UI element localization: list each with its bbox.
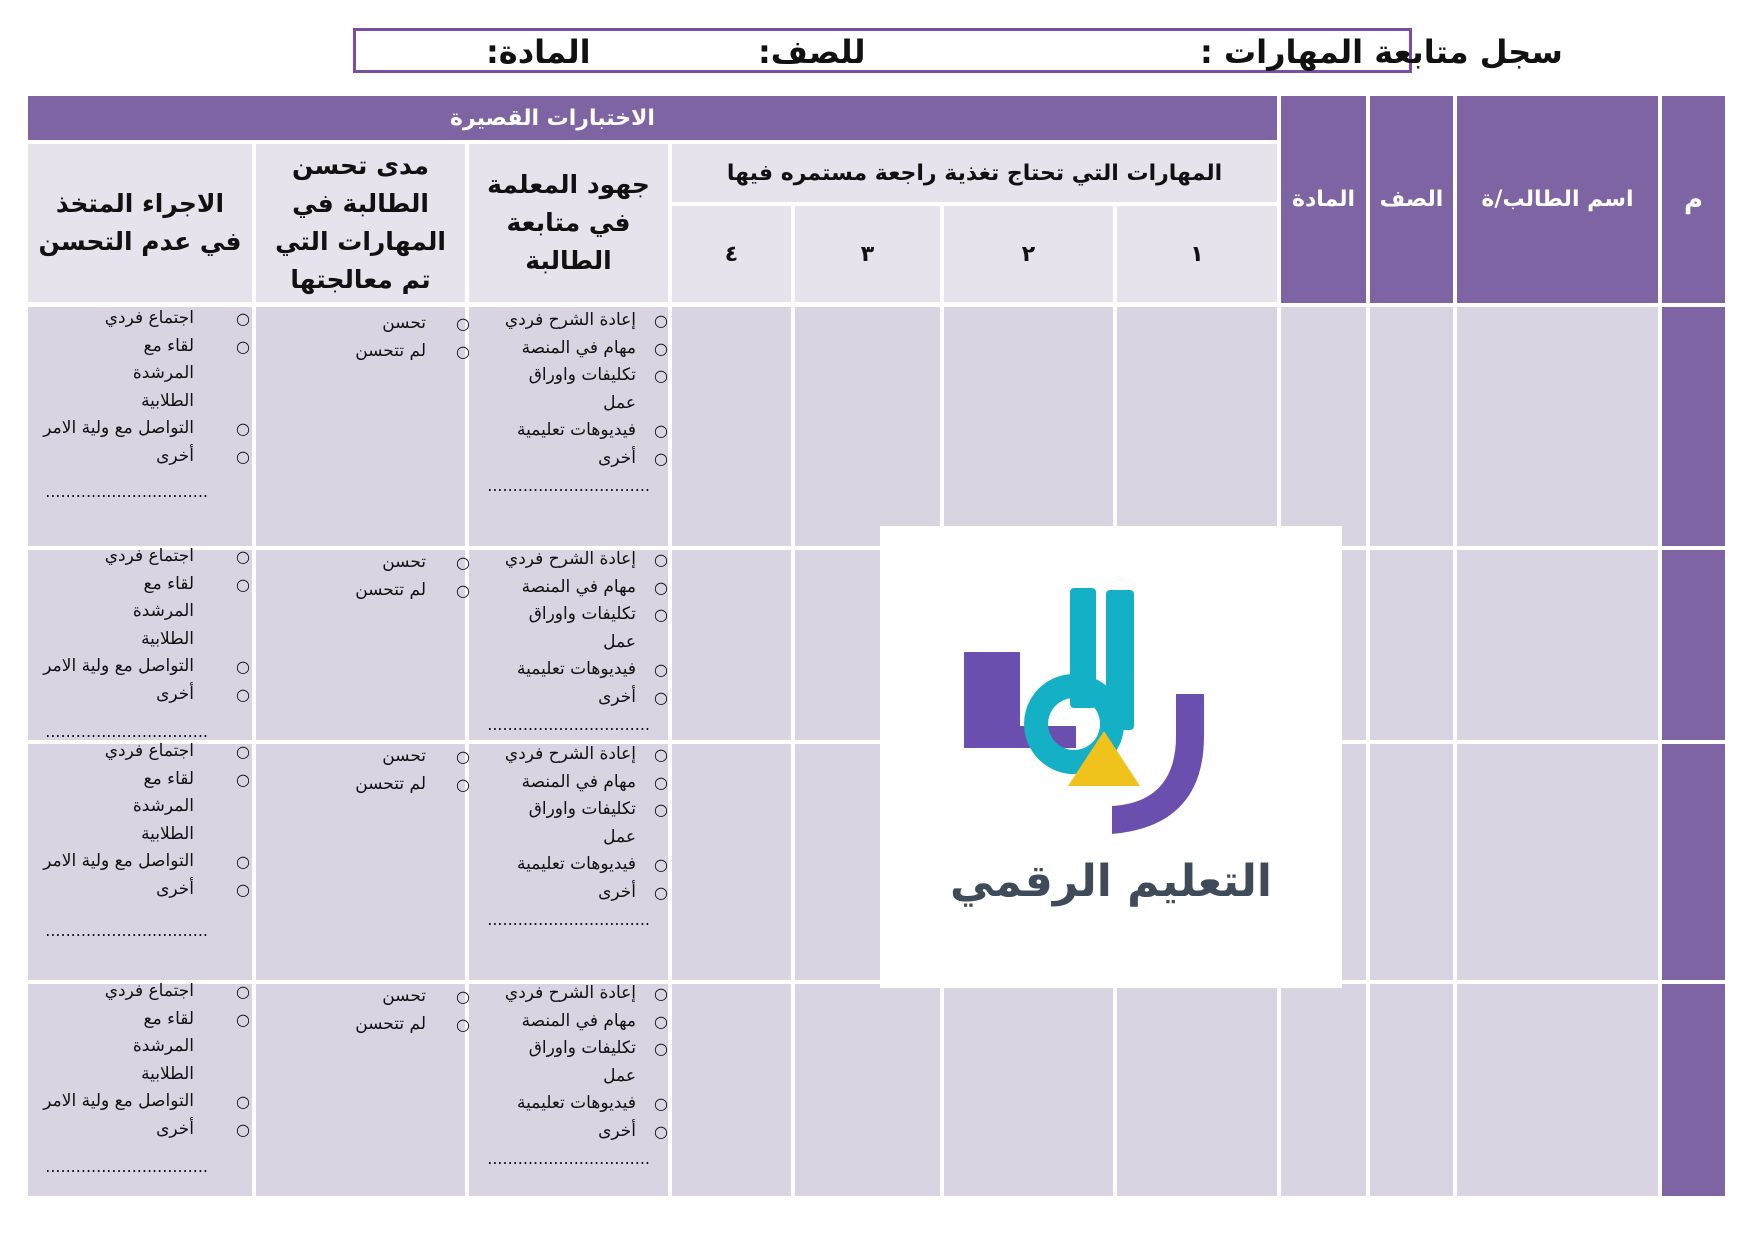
row-3-class[interactable] [1370, 744, 1453, 980]
option-item[interactable]: ○ أخرى [478, 445, 668, 473]
option-item[interactable]: ○ التواصل مع ولية الامر [36, 653, 250, 681]
row-2-index [1662, 550, 1725, 740]
option-item[interactable]: ○ لقاء مع المرشدة الطلابية [36, 571, 250, 654]
option-item[interactable]: ○ إعادة الشرح فردي [478, 980, 668, 1008]
row-4-name[interactable] [1457, 984, 1658, 1196]
radio-ring-icon[interactable]: ○ [236, 547, 250, 566]
header-subject: المادة [1281, 96, 1366, 303]
row-2-name[interactable] [1457, 550, 1658, 740]
logo-tagline: التعليم الرقمي [950, 856, 1272, 907]
option-item[interactable]: ○ مهام في المنصة [478, 769, 668, 797]
option-item[interactable]: ○ تكليفات واوراق عمل [478, 1035, 668, 1090]
radio-ring-icon[interactable]: ○ [654, 772, 668, 792]
rawad-logo [880, 526, 1342, 988]
dotted-line[interactable]: ................................ [487, 476, 650, 495]
radio-ring-icon[interactable]: ○ [654, 338, 668, 358]
option-item[interactable]: ○ التواصل مع ولية الامر [36, 848, 250, 876]
radio-ring-icon[interactable]: ○ [654, 687, 668, 707]
header-action: الاجراء المتخذ في عدم التحسن [28, 144, 252, 302]
dotted-line[interactable]: ................................ [487, 715, 650, 734]
radio-ring-icon[interactable]: ○ [236, 684, 250, 704]
skill-number-4: ٤ [672, 206, 791, 302]
radio-ring-icon[interactable]: ○ [654, 984, 668, 1003]
radio-ring-icon[interactable]: ○ [654, 550, 668, 569]
option-item[interactable]: ○ إعادة الشرح فردي [478, 307, 668, 335]
option-item[interactable]: ○ إعادة الشرح فردي [478, 546, 668, 574]
radio-ring-icon[interactable]: ○ [236, 657, 250, 676]
radio-ring-icon[interactable]: ○ [654, 800, 668, 819]
radio-ring-icon[interactable]: ○ [236, 879, 250, 899]
dotted-line[interactable]: ................................ [45, 722, 208, 741]
row-1-index [1662, 307, 1725, 546]
dotted-line[interactable]: ................................ [45, 921, 208, 940]
radio-ring-icon[interactable]: ○ [654, 448, 668, 468]
option-item[interactable]: ○ تحسن [300, 743, 470, 771]
header-class: الصف [1370, 96, 1453, 303]
skill-number-3: ٣ [795, 206, 940, 302]
option-item[interactable]: ○ أخرى [36, 681, 250, 709]
row-2-efforts-options [478, 546, 668, 739]
option-item[interactable]: ○ مهام في المنصة [478, 335, 668, 363]
radio-ring-icon[interactable]: ○ [236, 574, 250, 594]
row-1-action-options [36, 305, 250, 506]
row-1-name[interactable] [1457, 307, 1658, 546]
option-item[interactable]: ○ أخرى [478, 1118, 668, 1146]
radio-ring-icon[interactable]: ○ [456, 987, 470, 1006]
radio-ring-icon[interactable]: ○ [654, 882, 668, 902]
radio-ring-icon[interactable]: ○ [654, 421, 668, 440]
record-title: سجل متابعة المهارات : [1200, 33, 1563, 71]
option-item[interactable]: ○ لم تتحسن [300, 338, 470, 366]
row-1-skill-1[interactable] [1117, 307, 1277, 546]
option-item[interactable]: ○ التواصل مع ولية الامر [36, 415, 250, 443]
row-3-efforts-options [478, 741, 668, 934]
radio-ring-icon[interactable]: ○ [654, 660, 668, 679]
row-4-skill-4[interactable] [672, 984, 791, 1196]
row-4-improvement-options [300, 983, 470, 1038]
option-item[interactable]: ○ اجتماع فردي [36, 738, 250, 766]
row-1-improvement-options [300, 310, 470, 365]
radio-ring-icon[interactable]: ○ [654, 745, 668, 764]
option-item[interactable]: ○ لم تتحسن [300, 771, 470, 799]
option-item[interactable]: ○ أخرى [478, 879, 668, 907]
dotted-line[interactable]: ................................ [487, 1149, 650, 1168]
row-3-name[interactable] [1457, 744, 1658, 980]
radio-ring-icon[interactable]: ○ [654, 605, 668, 624]
radio-ring-icon[interactable]: ○ [456, 774, 470, 794]
row-2-skill-4[interactable] [672, 550, 791, 740]
row-3-index [1662, 744, 1725, 980]
option-item[interactable]: ○ فيديوهات تعليمية [478, 1090, 668, 1118]
radio-ring-icon[interactable]: ○ [236, 446, 250, 466]
radio-ring-icon[interactable]: ○ [236, 1009, 250, 1029]
radio-ring-icon[interactable]: ○ [654, 1121, 668, 1141]
radio-ring-icon[interactable]: ○ [654, 855, 668, 874]
option-item[interactable]: ○ فيديوهات تعليمية [478, 656, 668, 684]
option-item[interactable]: ○ أخرى [36, 876, 250, 904]
option-item[interactable]: ○ لقاء مع المرشدة الطلابية [36, 766, 250, 849]
option-item[interactable]: ○ فيديوهات تعليمية [478, 417, 668, 445]
option-item[interactable]: ○ أخرى [36, 1116, 250, 1144]
row-1-efforts-options [478, 307, 668, 500]
row-1-skill-2[interactable] [944, 307, 1113, 546]
row-4-action-options [36, 978, 250, 1181]
option-item[interactable]: ○ أخرى [36, 443, 250, 471]
radio-ring-icon[interactable]: ○ [456, 553, 470, 572]
row-4-skill-2[interactable] [944, 984, 1113, 1196]
option-item[interactable]: ○ أخرى [478, 684, 668, 712]
option-item[interactable]: ○ لم تتحسن [300, 1011, 470, 1039]
option-item[interactable]: ○ اجتماع فردي [36, 978, 250, 1006]
header-improvement: مدى تحسن الطالبة في المهارات التي تم معالجتها [256, 144, 465, 302]
header-student-name: اسم الطالب/ة [1457, 96, 1658, 303]
row-4-efforts-options [478, 980, 668, 1173]
row-3-action-options [36, 738, 250, 945]
header-quizzes: الاختبارات القصيرة [28, 96, 1277, 140]
row-4-skill-3[interactable] [795, 984, 940, 1196]
skill-number-2: ٢ [944, 206, 1113, 302]
row-1-subject[interactable] [1281, 307, 1366, 546]
row-2-improvement-options [300, 549, 470, 604]
row-1-skill-3[interactable] [795, 307, 940, 546]
radio-ring-icon[interactable]: ○ [236, 982, 250, 1001]
radio-ring-icon[interactable]: ○ [654, 1011, 668, 1031]
radio-ring-icon[interactable]: ○ [236, 742, 250, 761]
dotted-line[interactable]: ................................ [45, 482, 208, 501]
rawad-logo-mark-icon [880, 526, 1342, 988]
radio-ring-icon[interactable]: ○ [236, 769, 250, 789]
option-item[interactable]: ○ تكليفات واوراق عمل [478, 601, 668, 656]
option-item[interactable]: ○ اجتماع فردي [36, 305, 250, 333]
row-3-improvement-options [300, 743, 470, 798]
radio-ring-icon[interactable]: ○ [456, 747, 470, 766]
option-item[interactable]: ○ مهام في المنصة [478, 1008, 668, 1036]
header-teacher-efforts: جهود المعلمة في متابعة الطالبة [469, 144, 668, 302]
radio-ring-icon[interactable]: ○ [236, 1092, 250, 1111]
radio-ring-icon[interactable]: ○ [654, 311, 668, 330]
row-4-index [1662, 984, 1725, 1196]
radio-ring-icon[interactable]: ○ [236, 1119, 250, 1139]
class-label: للصف: [758, 33, 866, 71]
radio-ring-icon[interactable]: ○ [654, 1039, 668, 1058]
option-item[interactable]: ○ إعادة الشرح فردي [478, 741, 668, 769]
row-1-class[interactable] [1370, 307, 1453, 546]
option-item[interactable]: ○ اجتماع فردي [36, 543, 250, 571]
option-item[interactable]: ○ تحسن [300, 549, 470, 577]
row-2-class[interactable] [1370, 550, 1453, 740]
radio-ring-icon[interactable]: ○ [456, 341, 470, 361]
option-item[interactable]: ○ لقاء مع المرشدة الطلابية [36, 333, 250, 416]
row-3-skill-4[interactable] [672, 744, 791, 980]
dotted-line[interactable]: ................................ [45, 1157, 208, 1176]
radio-ring-icon[interactable]: ○ [236, 419, 250, 438]
dotted-line[interactable]: ................................ [487, 910, 650, 929]
option-item[interactable]: ○ تكليفات واوراق عمل [478, 362, 668, 417]
option-item[interactable]: ○ تحسن [300, 983, 470, 1011]
row-4-class[interactable] [1370, 984, 1453, 1196]
skill-number-1: ١ [1117, 206, 1277, 302]
row-4-skill-1[interactable] [1117, 984, 1277, 1196]
option-item[interactable]: ○ فيديوهات تعليمية [478, 851, 668, 879]
header-skills-feedback: المهارات التي تحتاج تغذية راجعة مستمره فيها [672, 144, 1277, 202]
row-1-skill-4[interactable] [672, 307, 791, 546]
header-index: م [1662, 96, 1725, 303]
option-item[interactable]: ○ التواصل مع ولية الامر [36, 1088, 250, 1116]
radio-ring-icon[interactable]: ○ [456, 580, 470, 600]
radio-ring-icon[interactable]: ○ [654, 577, 668, 597]
radio-ring-icon[interactable]: ○ [236, 852, 250, 871]
option-item[interactable]: ○ تحسن [300, 310, 470, 338]
radio-ring-icon[interactable]: ○ [654, 1094, 668, 1113]
option-item[interactable]: ○ لقاء مع المرشدة الطلابية [36, 1006, 250, 1089]
option-item[interactable]: ○ لم تتحسن [300, 577, 470, 605]
radio-ring-icon[interactable]: ○ [236, 309, 250, 328]
option-item[interactable]: ○ تكليفات واوراق عمل [478, 796, 668, 851]
row-2-action-options [36, 543, 250, 746]
option-item[interactable]: ○ مهام في المنصة [478, 574, 668, 602]
subject-label: المادة: [486, 33, 591, 71]
radio-ring-icon[interactable]: ○ [456, 314, 470, 333]
radio-ring-icon[interactable]: ○ [236, 336, 250, 356]
row-4-subject[interactable] [1281, 984, 1366, 1196]
radio-ring-icon[interactable]: ○ [456, 1014, 470, 1034]
radio-ring-icon[interactable]: ○ [654, 366, 668, 385]
